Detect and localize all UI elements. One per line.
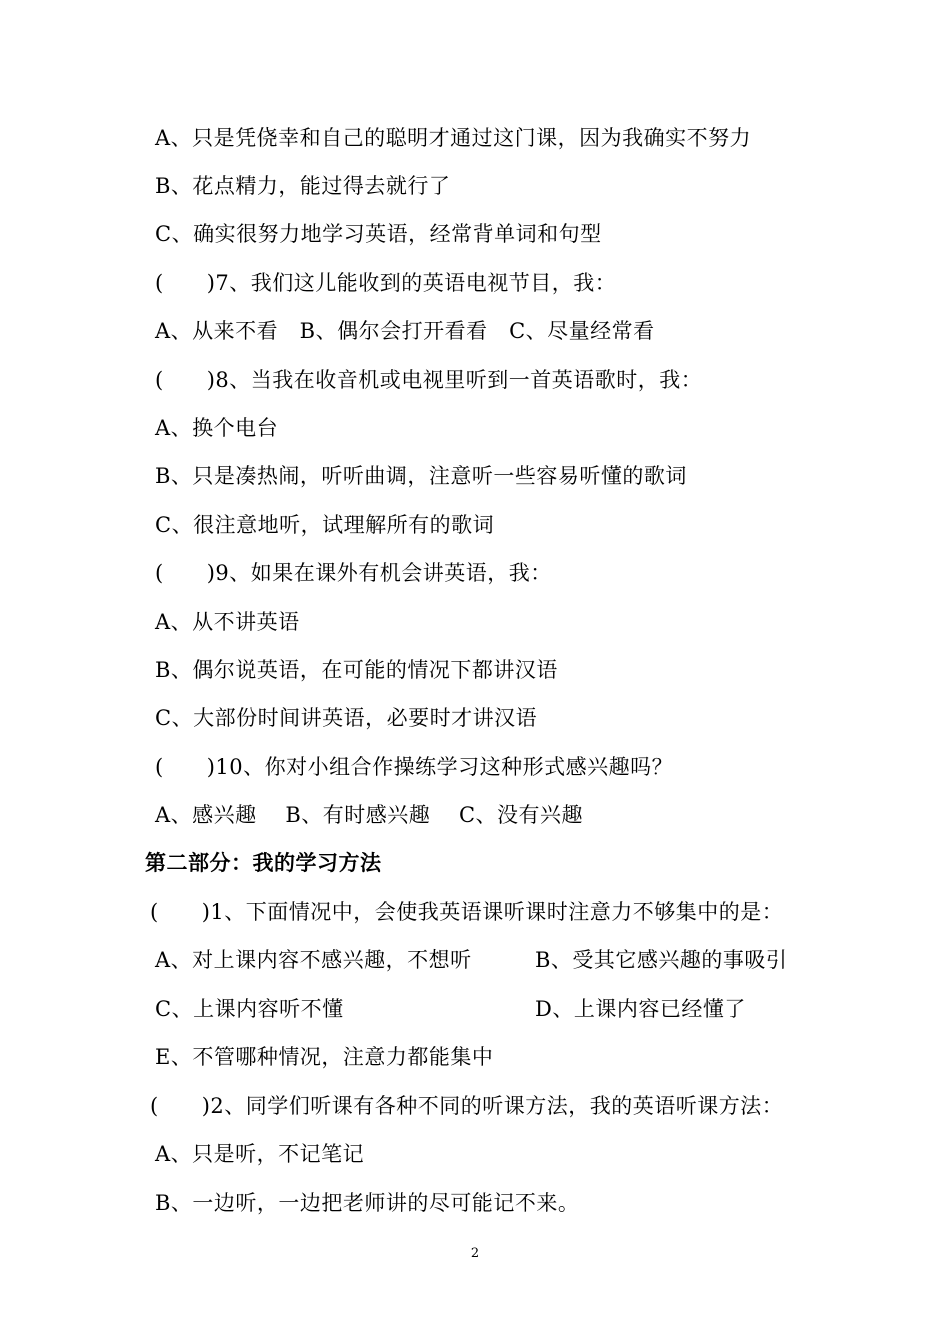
question-9: ( )9、如果在课外有机会讲英语，我： — [155, 561, 552, 585]
q10-options: A、感兴趣 B、有时感兴趣 C、没有兴趣 — [155, 803, 584, 827]
question-10: ( )10、你对小组合作操练学习这种形式感兴趣吗？ — [155, 755, 674, 779]
q6-option-c: C、确实很努力地学习英语，经常背单词和句型 — [155, 222, 602, 246]
section-2-title: 第二部分：我的学习方法 — [145, 851, 382, 875]
q8-option-c: C、很注意地听，试理解所有的歌词 — [155, 513, 495, 537]
q6-option-a: A、只是凭侥幸和自己的聪明才通过这门课，因为我确实不努力 — [155, 126, 752, 150]
page-number: 2 — [470, 1246, 480, 1261]
question-7: ( )7、我们这儿能收到的英语电视节目，我： — [155, 271, 617, 295]
section-2-question-2: ( )2、同学们听课有各种不同的听课方法，我的英语听课方法： — [150, 1094, 784, 1118]
s2-q2-option-b: B、一边听，一边把老师讲的尽可能记不来。 — [155, 1191, 580, 1215]
q9-option-a: A、从不讲英语 — [155, 610, 300, 634]
s2-q1-option-b: B、受其它感兴趣的事吸引 — [535, 948, 788, 972]
q8-option-b: B、只是凑热闹，听听曲调，注意听一些容易听懂的歌词 — [155, 464, 687, 488]
q9-option-b: B、偶尔说英语，在可能的情况下都讲汉语 — [155, 658, 558, 682]
q6-option-b: B、花点精力，能过得去就行了 — [155, 174, 451, 198]
q9-option-c: C、大部份时间讲英语，必要时才讲汉语 — [155, 706, 538, 730]
section-2-question-1: ( )1、下面情况中，会使我英语课听课时注意力不够集中的是： — [150, 900, 784, 924]
s2-q1-option-d: D、上课内容已经懂了 — [535, 997, 746, 1021]
q7-options: A、从来不看 B、偶尔会打开看看 C、尽量经常看 — [155, 319, 655, 343]
q8-option-a: A、换个电台 — [155, 416, 279, 440]
s2-q1-option-a: A、对上课内容不感兴趣，不想听 — [155, 948, 472, 972]
s2-q1-option-e: E、不管哪种情况，注意力都能集中 — [155, 1045, 494, 1069]
s2-q2-option-a: A、只是听，不记笔记 — [155, 1142, 365, 1166]
s2-q1-option-c: C、上课内容听不懂 — [155, 997, 344, 1021]
question-8: ( )8、当我在收音机或电视里听到一首英语歌时，我： — [155, 368, 703, 392]
